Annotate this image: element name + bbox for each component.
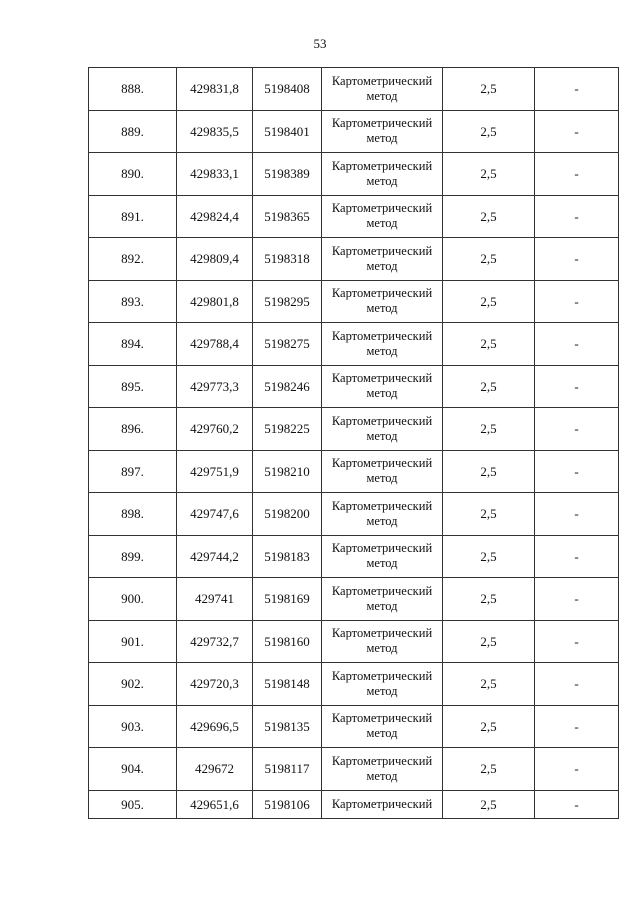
x-coordinate-cell: 429788,4 — [177, 323, 253, 366]
point-number-cell: 900. — [89, 578, 177, 621]
method-cell — [322, 578, 443, 621]
point-number-cell: 903. — [89, 705, 177, 748]
accuracy-cell: 2,5 — [443, 323, 535, 366]
method-cell — [322, 238, 443, 281]
x-coordinate-cell: 429720,3 — [177, 663, 253, 706]
accuracy-cell: 2,5 — [443, 408, 535, 451]
x-coordinate-cell: 429651,6 — [177, 790, 253, 818]
x-coordinate-cell: 429747,6 — [177, 493, 253, 536]
method-cell — [322, 620, 443, 663]
accuracy-cell: 2,5 — [443, 238, 535, 281]
description-cell: - — [535, 493, 619, 536]
table-row — [89, 493, 619, 536]
point-number-cell: 891. — [89, 195, 177, 238]
point-number-cell: 901. — [89, 620, 177, 663]
y-coordinate-cell: 5198365 — [253, 195, 322, 238]
table-body — [89, 68, 619, 819]
y-coordinate-cell: 5198246 — [253, 365, 322, 408]
point-number-cell: 897. — [89, 450, 177, 493]
x-coordinate-cell: 429732,7 — [177, 620, 253, 663]
point-number-cell: 905. — [89, 790, 177, 818]
method-text-line: метод — [366, 301, 398, 316]
description-cell: - — [535, 790, 619, 818]
point-number-cell: 894. — [89, 323, 177, 366]
table-row — [89, 748, 619, 791]
y-coordinate-cell: 5198408 — [253, 68, 322, 111]
description-cell: - — [535, 408, 619, 451]
point-number-cell: 892. — [89, 238, 177, 281]
method-cell — [322, 450, 443, 493]
page-number: 53 — [313, 36, 327, 51]
y-coordinate-cell: 5198106 — [253, 790, 322, 818]
accuracy-cell: 2,5 — [443, 68, 535, 111]
method-text-line: метод — [366, 386, 398, 401]
method-cell — [322, 280, 443, 323]
method-text-line: Картометрический — [331, 371, 433, 386]
accuracy-cell: 2,5 — [443, 195, 535, 238]
x-coordinate-cell: 429751,9 — [177, 450, 253, 493]
method-text-line: Картометрический — [331, 711, 433, 726]
point-number-cell: 896. — [89, 408, 177, 451]
description-cell: - — [535, 365, 619, 408]
accuracy-cell: 2,5 — [443, 110, 535, 153]
description-cell: - — [535, 620, 619, 663]
method-text-line: Картометрический — [331, 116, 433, 131]
method-text-line: метод — [366, 471, 398, 486]
method-text-line: метод — [366, 173, 398, 188]
accuracy-cell: 2,5 — [443, 153, 535, 196]
method-cell — [322, 535, 443, 578]
method-cell — [322, 365, 443, 408]
x-coordinate-cell: 429773,3 — [177, 365, 253, 408]
description-cell: - — [535, 68, 619, 111]
table-row — [89, 153, 619, 196]
method-text-line: Картометрический — [331, 286, 433, 301]
method-text-line: Картометрический — [331, 498, 433, 513]
table-row — [89, 578, 619, 621]
table-row — [89, 68, 619, 111]
method-text-line: Картометрический — [331, 626, 433, 641]
method-text-line: метод — [366, 428, 398, 443]
x-coordinate-cell: 429741 — [177, 578, 253, 621]
method-text-line: метод — [366, 343, 398, 358]
method-text-line: метод — [366, 88, 398, 103]
accuracy-cell: 2,5 — [443, 578, 535, 621]
point-number-cell: 890. — [89, 153, 177, 196]
table-row — [89, 110, 619, 153]
method-text-line: Картометрический — [331, 796, 433, 811]
table-row — [89, 450, 619, 493]
method-cell — [322, 110, 443, 153]
description-cell: - — [535, 110, 619, 153]
point-number-cell: 889. — [89, 110, 177, 153]
description-cell: - — [535, 153, 619, 196]
point-number-cell: 893. — [89, 280, 177, 323]
description-cell: - — [535, 535, 619, 578]
description-cell: - — [535, 578, 619, 621]
accuracy-cell: 2,5 — [443, 365, 535, 408]
y-coordinate-cell: 5198225 — [253, 408, 322, 451]
method-cell — [322, 195, 443, 238]
table-row — [89, 408, 619, 451]
accuracy-cell: 2,5 — [443, 705, 535, 748]
method-text-line: Картометрический — [331, 243, 433, 258]
description-cell: - — [535, 280, 619, 323]
x-coordinate-cell: 429672 — [177, 748, 253, 791]
x-coordinate-cell: 429744,2 — [177, 535, 253, 578]
table-row — [89, 790, 619, 818]
accuracy-cell: 2,5 — [443, 663, 535, 706]
accuracy-cell: 2,5 — [443, 280, 535, 323]
method-text-line: Картометрический — [331, 753, 433, 768]
method-text-line: метод — [366, 768, 398, 783]
method-text-line: Картометрический — [331, 668, 433, 683]
table-row — [89, 195, 619, 238]
y-coordinate-cell: 5198295 — [253, 280, 322, 323]
point-number-cell: 888. — [89, 68, 177, 111]
accuracy-cell: 2,5 — [443, 450, 535, 493]
method-text-line: метод — [366, 258, 398, 273]
method-text-line: Картометрический — [331, 413, 433, 428]
method-text-line: метод — [366, 513, 398, 528]
method-text-line: метод — [366, 598, 398, 613]
x-coordinate-cell: 429809,4 — [177, 238, 253, 281]
method-text-line: метод — [366, 556, 398, 571]
y-coordinate-cell: 5198210 — [253, 450, 322, 493]
table-row — [89, 238, 619, 281]
description-cell: - — [535, 323, 619, 366]
y-coordinate-cell: 5198117 — [253, 748, 322, 791]
description-cell: - — [535, 195, 619, 238]
y-coordinate-cell: 5198160 — [253, 620, 322, 663]
method-cell — [322, 408, 443, 451]
y-coordinate-cell: 5198401 — [253, 110, 322, 153]
x-coordinate-cell: 429760,2 — [177, 408, 253, 451]
point-number-cell: 902. — [89, 663, 177, 706]
method-cell — [322, 68, 443, 111]
y-coordinate-cell: 5198389 — [253, 153, 322, 196]
accuracy-cell: 2,5 — [443, 748, 535, 791]
method-cell — [322, 748, 443, 791]
method-text-line: Картометрический — [331, 201, 433, 216]
point-number-cell: 898. — [89, 493, 177, 536]
description-cell: - — [535, 748, 619, 791]
y-coordinate-cell: 5198135 — [253, 705, 322, 748]
x-coordinate-cell: 429833,1 — [177, 153, 253, 196]
method-cell — [322, 790, 443, 818]
y-coordinate-cell: 5198148 — [253, 663, 322, 706]
point-number-cell: 895. — [89, 365, 177, 408]
method-text-line: Картометрический — [331, 73, 433, 88]
table-row — [89, 365, 619, 408]
method-cell — [322, 153, 443, 196]
y-coordinate-cell: 5198200 — [253, 493, 322, 536]
table-row — [89, 705, 619, 748]
description-cell: - — [535, 663, 619, 706]
description-cell: - — [535, 450, 619, 493]
method-cell — [322, 493, 443, 536]
table-row — [89, 323, 619, 366]
accuracy-cell: 2,5 — [443, 620, 535, 663]
point-number-cell: 899. — [89, 535, 177, 578]
method-text-line: Картометрический — [331, 456, 433, 471]
method-cell — [322, 323, 443, 366]
method-text-line: Картометрический — [331, 328, 433, 343]
x-coordinate-cell: 429835,5 — [177, 110, 253, 153]
method-text-line: метод — [366, 131, 398, 146]
x-coordinate-cell: 429831,8 — [177, 68, 253, 111]
description-cell: - — [535, 705, 619, 748]
accuracy-cell: 2,5 — [443, 535, 535, 578]
table-row — [89, 620, 619, 663]
method-cell — [322, 663, 443, 706]
accuracy-cell: 2,5 — [443, 790, 535, 818]
y-coordinate-cell: 5198183 — [253, 535, 322, 578]
method-text-line: Картометрический — [331, 158, 433, 173]
x-coordinate-cell: 429801,8 — [177, 280, 253, 323]
y-coordinate-cell: 5198275 — [253, 323, 322, 366]
x-coordinate-cell: 429824,4 — [177, 195, 253, 238]
method-text-line: метод — [366, 726, 398, 741]
table-row — [89, 663, 619, 706]
method-text-line: метод — [366, 683, 398, 698]
y-coordinate-cell: 5198318 — [253, 238, 322, 281]
method-text-line: метод — [366, 216, 398, 231]
method-cell — [322, 705, 443, 748]
description-cell: - — [535, 238, 619, 281]
y-coordinate-cell: 5198169 — [253, 578, 322, 621]
method-text-line: метод — [366, 641, 398, 656]
x-coordinate-cell: 429696,5 — [177, 705, 253, 748]
method-text-line: Картометрический — [331, 583, 433, 598]
point-number-cell: 904. — [89, 748, 177, 791]
method-text-line: Картометрический — [331, 541, 433, 556]
coordinates-table — [88, 67, 619, 819]
accuracy-cell: 2,5 — [443, 493, 535, 536]
table-row — [89, 535, 619, 578]
table-row — [89, 280, 619, 323]
